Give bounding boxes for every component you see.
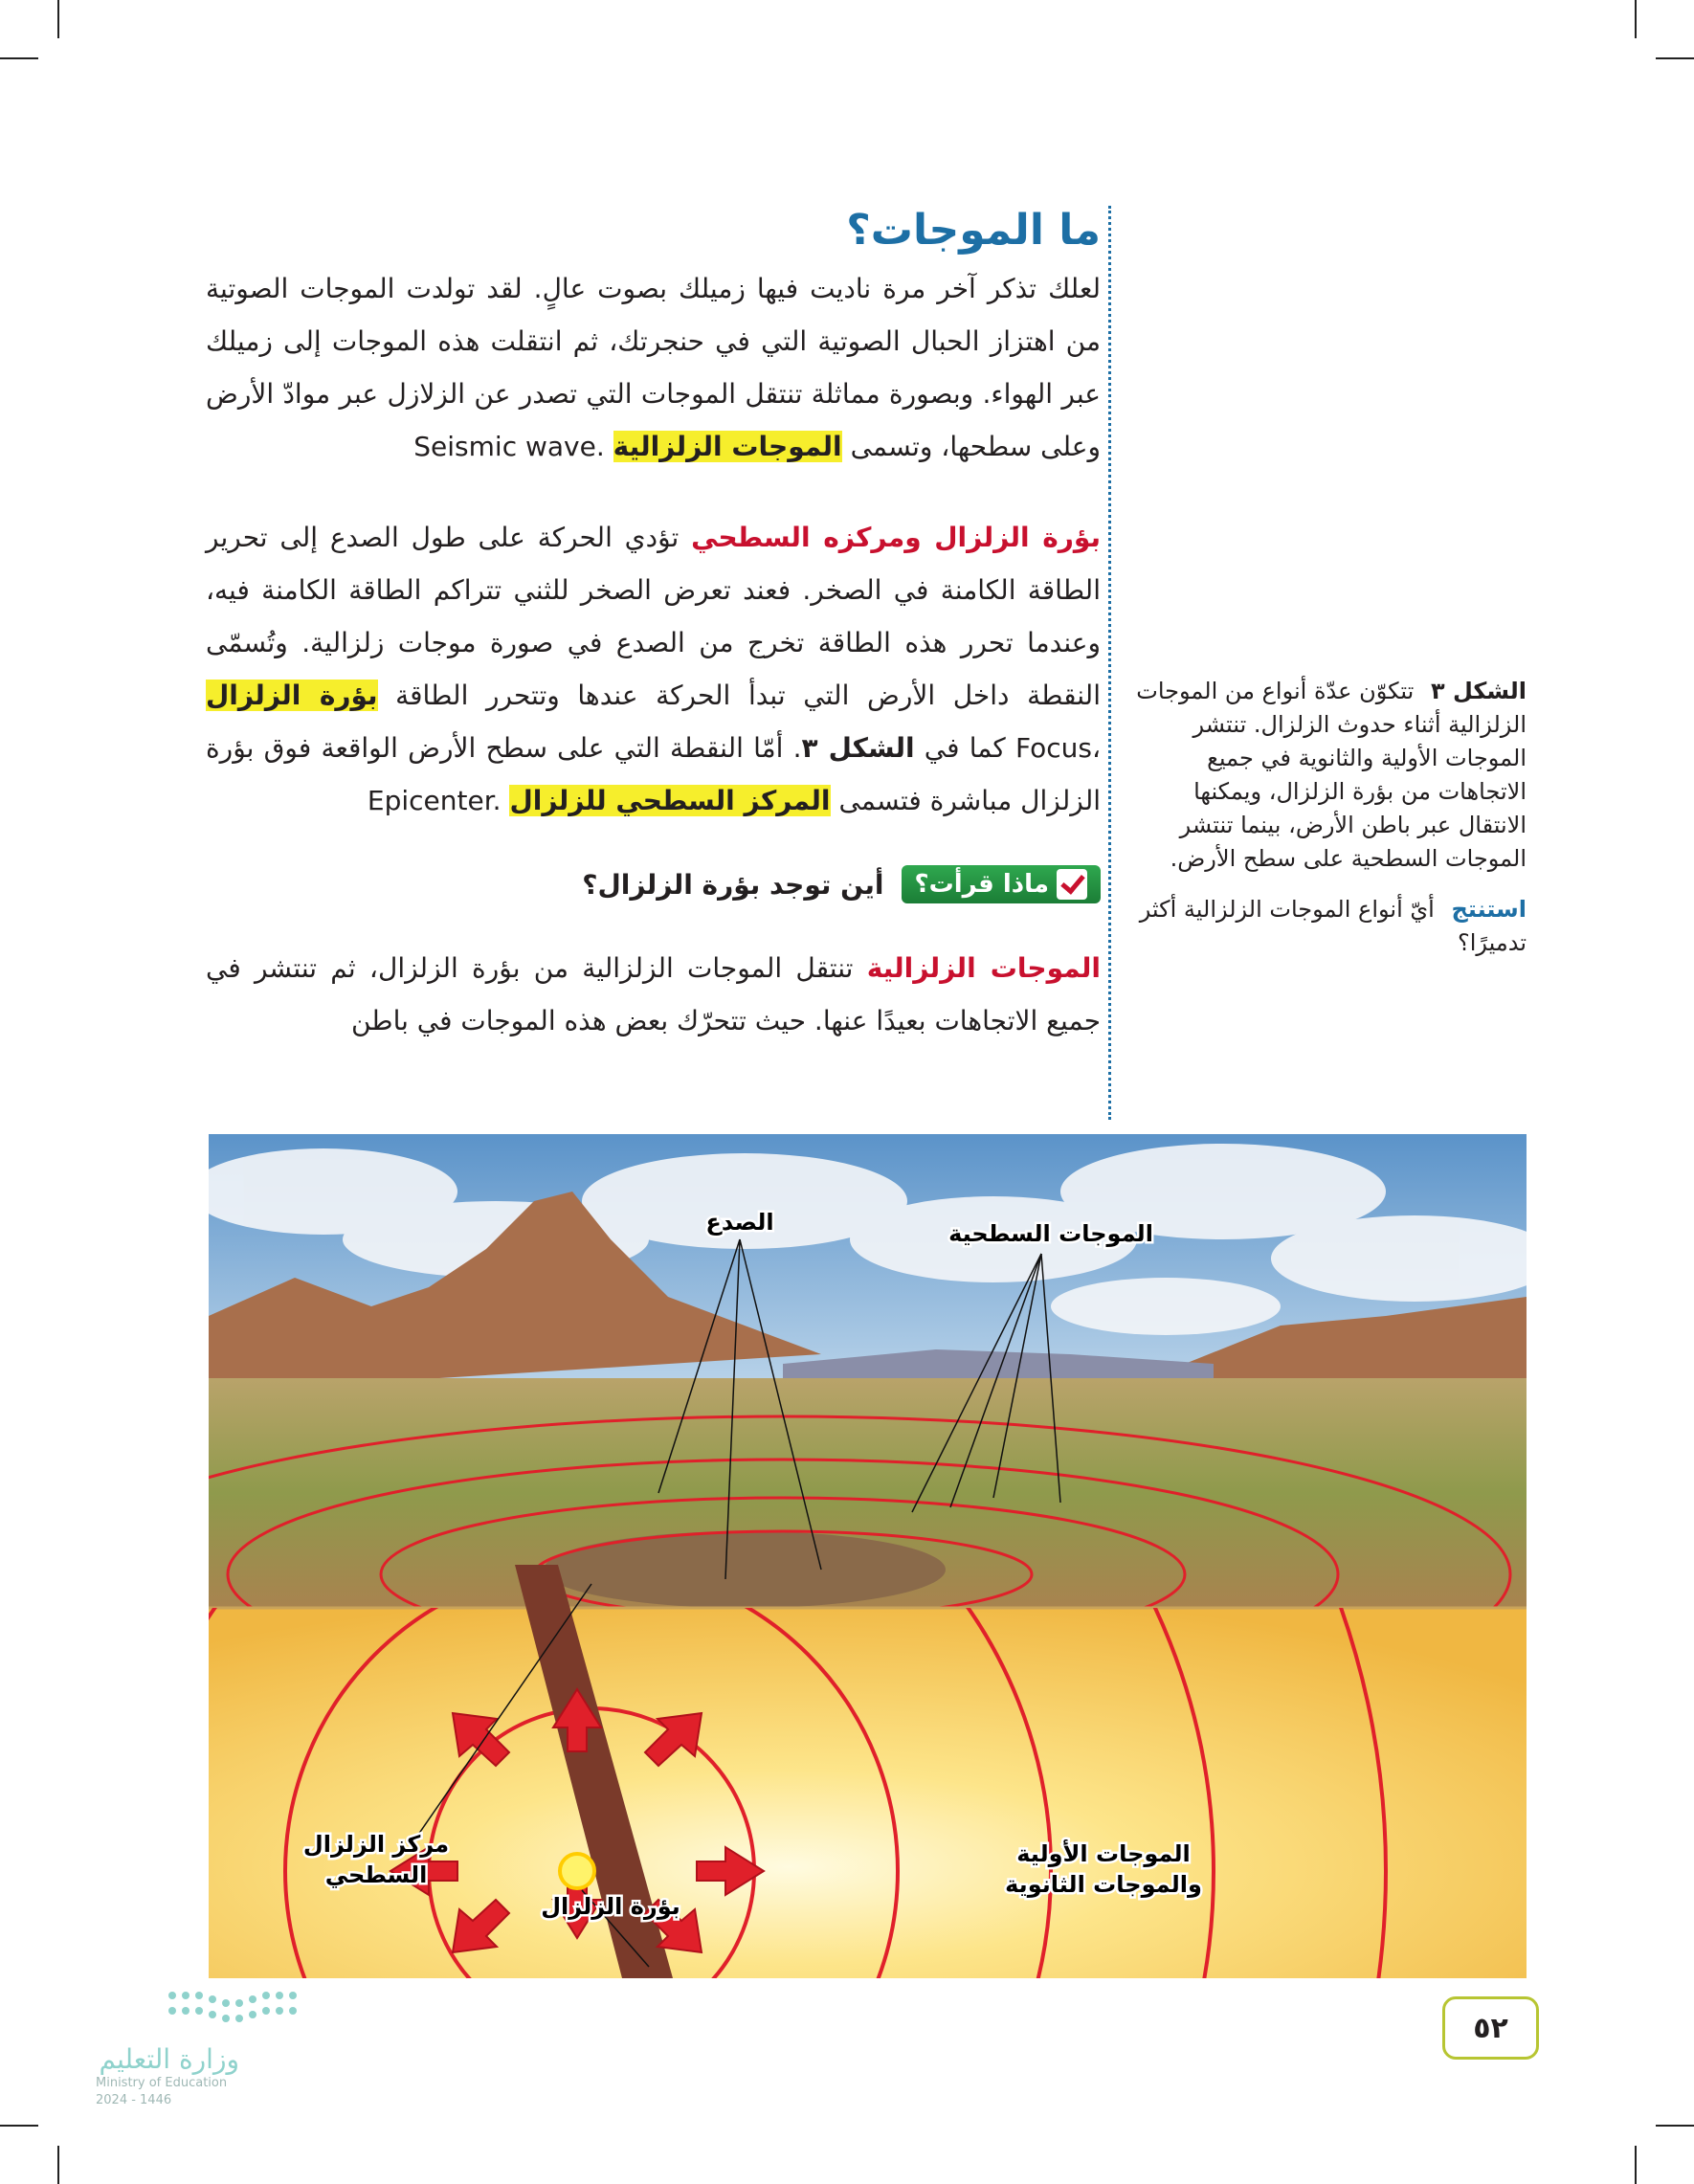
reading-check xyxy=(206,865,1101,903)
crop-mark xyxy=(0,2125,38,2127)
figure-question xyxy=(1125,893,1527,960)
page-number: ٥٢ xyxy=(1442,1996,1539,2060)
focus-point xyxy=(560,1854,594,1888)
subheading-focus-epicenter: بؤرة الزلزال ومركزه السطحي xyxy=(691,522,1101,553)
epicenter-crater xyxy=(544,1531,946,1608)
figure-caption xyxy=(1125,675,1527,960)
english-term: Seismic wave. xyxy=(413,431,605,462)
term-focus: بؤرة الزلزال xyxy=(206,680,378,711)
infer-label: استنتج xyxy=(1451,896,1527,923)
label-epicenter-2: السطحي xyxy=(324,1861,428,1888)
crop-mark xyxy=(1635,2146,1637,2184)
underground xyxy=(209,1608,1527,1978)
figure-caption-label: الشكل ٣ xyxy=(1430,678,1527,704)
label-primary-waves-1: الموجات الأولية xyxy=(1016,1840,1191,1867)
crop-mark xyxy=(1656,2125,1694,2127)
reading-check-badge xyxy=(902,865,1102,903)
crop-mark xyxy=(1635,0,1637,38)
reading-check-question: أين توجد بؤرة الزلزال؟ xyxy=(582,868,884,901)
term-seismic-wave: الموجات الزلزالية xyxy=(613,431,842,462)
label-surface-waves: الموجات السطحية xyxy=(948,1220,1153,1247)
logo-year-text: 2024 - 1446 xyxy=(96,2093,172,2107)
paragraph-focus-epicenter xyxy=(206,511,1101,827)
english-term: Focus، xyxy=(1014,732,1101,764)
label-epicenter-1: مركز الزلزال xyxy=(302,1831,450,1858)
paragraph-text: لعلك تذكر آخر مرة ناديت فيها زميلك بصوت عالٍ. لقد تولدت الموجات الصوتية من اهتزاز الحبال الصوتية التي في حنجرتك، ثم انتقلت هذه الموجات إلى زميلك عبر الهواء. وبصورة مماثلة تنتقل الموجات التي تصدر عن الزلازل عبر موادّ الأرض وعلى سطحها، وتسمى xyxy=(206,273,1101,462)
crop-mark xyxy=(57,0,59,38)
paragraph-text: . أمّا النقطة التي على سطح الأرض الواقعة فوق بؤرة الزلزال مباشرة فتسمى xyxy=(206,732,1101,816)
paragraph-sound-waves xyxy=(206,262,1101,473)
paragraph-text: كما في xyxy=(924,732,1006,764)
crop-mark xyxy=(57,2146,59,2184)
crop-mark xyxy=(0,57,38,59)
column-divider xyxy=(1108,206,1111,1120)
paragraph-text: تؤدي الحركة على طول الصدع إلى تحرير الطاقة الكامنة في الصخر. فعند تعرض الصخر للثني تتراكم الطاقة الكامنة فيه، وعندما تحرر هذه الطاقة تخرج من الصدع في صورة موجات زلزالية. وتُسمّى النقطة داخل الأرض التي تبدأ الحركة عندها وتتحرر الطاقة xyxy=(206,522,1101,711)
subheading-seismic-waves: الموجات الزلزالية xyxy=(866,952,1102,984)
crop-mark xyxy=(1656,57,1694,59)
label-fault: الصدع xyxy=(705,1209,774,1236)
earthquake-illustration xyxy=(209,1134,1527,1978)
logo-arabic-text: وزارة التعليم xyxy=(99,2043,239,2075)
figure-reference-link[interactable]: الشكل ٣ xyxy=(801,732,915,764)
term-epicenter: المركز السطحي للزلزال xyxy=(509,785,831,816)
logo-dots-icon xyxy=(163,1986,306,2034)
paragraph-seismic-waves xyxy=(206,942,1101,1047)
label-primary-waves-2: والموجات الثانوية xyxy=(1005,1871,1202,1898)
infer-question: أيّ أنواع الموجات الزلزالية أكثر تدميرًا؟ xyxy=(1139,896,1527,956)
label-focus: بؤرة الزلزال xyxy=(541,1893,680,1920)
ministry-logo xyxy=(77,1986,325,2110)
paragraph-text: تنتقل الموجات الزلزالية من بؤرة الزلزال، ثم تنتشر في جميع الاتجاهات بعيدًا عنها. حيث تتحرّك بعض هذه الموجات في باطن xyxy=(206,952,1101,1036)
check-icon xyxy=(1057,869,1087,900)
english-term: Epicenter. xyxy=(367,785,502,816)
section-title: ما الموجات؟ xyxy=(846,206,1101,255)
caption-text: تتكوّن عدّة أنواع من الموجات الزلزالية أثناء حدوث الزلزال. تنتشر الموجات الأولية والثانوية في جميع الاتجاهات من بؤرة الزلزال، ويمكنها الانتقال عبر باطن الأرض، بينما تنتشر الموجات السطحية على سطح الأرض. xyxy=(1136,678,1527,872)
logo-english-text: Ministry of Education xyxy=(96,2076,228,2090)
reading-check-label: ماذا قرأت؟ xyxy=(914,870,1049,899)
main-column xyxy=(206,206,1101,1047)
figure-caption-text xyxy=(1125,675,1527,876)
